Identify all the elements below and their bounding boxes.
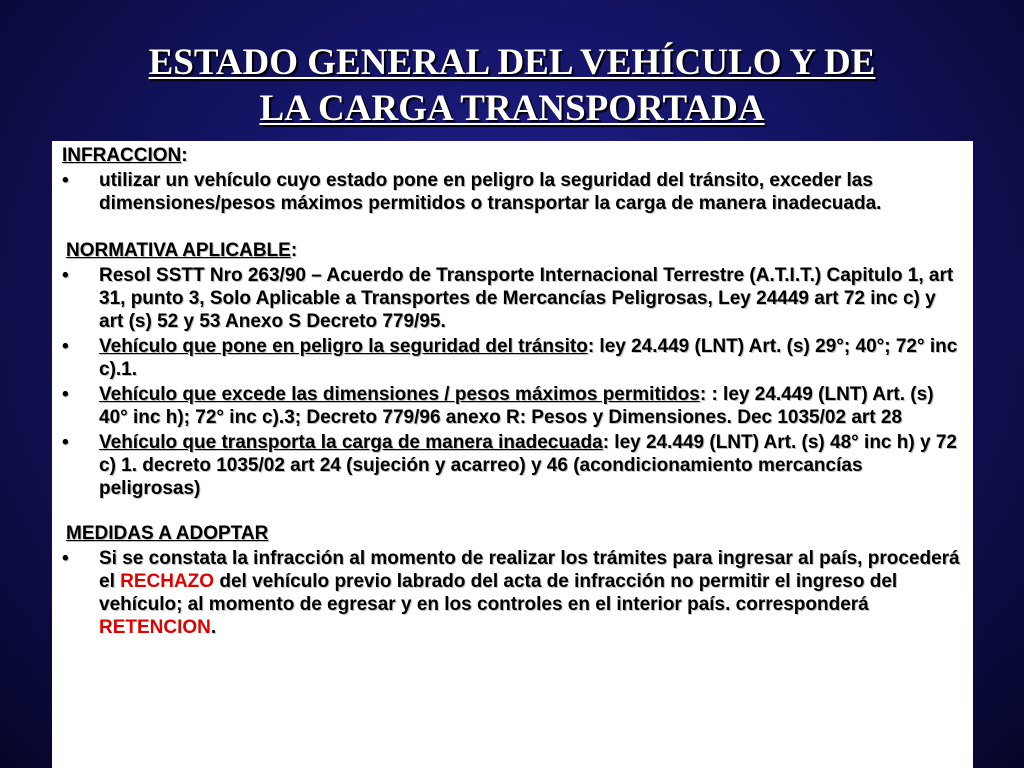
medidas-list [62,547,965,639]
list-item: • Vehículo que transporta la carga de manera inadecuada: ley 24.449 (LNT) Art. (s) 48° inc h) y 72 c) 1. decreto 1035/02 art 24 (sujeción y acarreo) y 46 (acondicionamiento mercancías peligrosas) [62,432,957,499]
bullet-icon: • [62,265,69,286]
rechazo-emphasis: RECHAZO [120,571,215,592]
bullet-icon: • [62,432,69,453]
normativa-heading: NORMATIVA APLICABLE: [66,240,298,261]
list-item: • Vehículo que excede las dimensiones / pesos máximos permitidos: : ley 24.449 (LNT) Art. (s) 40° inc h); 72° inc c).3; Decreto 779/96 anexo R: Pesos y Dimensiones. Dec 1035/02 art 28 [62,384,934,428]
medidas-heading: MEDIDAS A ADOPTAR [66,523,269,544]
title-line-1: ESTADO GENERAL DEL VEHÍCULO Y DE [148,42,876,83]
retencion-emphasis: RETENCION [99,617,211,638]
list-item: • Resol SSTT Nro 263/90 – Acuerdo de Transporte Internacional Terrestre (A.T.I.T.) Capitulo 1, art 31, punto 3, Solo Aplicable a Transportes de Mercancías Peligrosas, Ley 24449 art 72 inc c) y art (s) 52 y 53 Anexo S Decreto 779/95. [62,265,954,332]
bullet-icon: • [62,548,69,569]
list-item: • Vehículo que pone en peligro la seguridad del tránsito: ley 24.449 (LNT) Art. (s) 29°; 40°; 72° inc c).1. [62,336,958,380]
bullet-icon: • [62,336,69,357]
bullet-icon: • [62,170,69,191]
infraccion-list [62,169,965,215]
list-item: • utilizar un vehículo cuyo estado pone en peligro la seguridad del tránsito, exceder las dimensiones/pesos máximos permitidos o transportar la carga de manera inadecuada. [62,170,882,214]
list-item: • Si se constata la infracción al momento de realizar los trámites para ingresar al país, procederá el RECHAZO del vehículo previo labrado del acta de infracción no permitir el ingreso del vehículo; al momento de egresar y en los controles en el interior país. corresponderá RETENCION. [62,548,960,638]
content-panel [52,141,973,768]
title-line-2: LA CARGA TRANSPORTADA [259,88,765,129]
bullet-icon: • [62,384,69,405]
infraccion-heading: INFRACCION: [62,145,188,166]
slide-title [0,40,1024,132]
normativa-list [62,264,965,500]
